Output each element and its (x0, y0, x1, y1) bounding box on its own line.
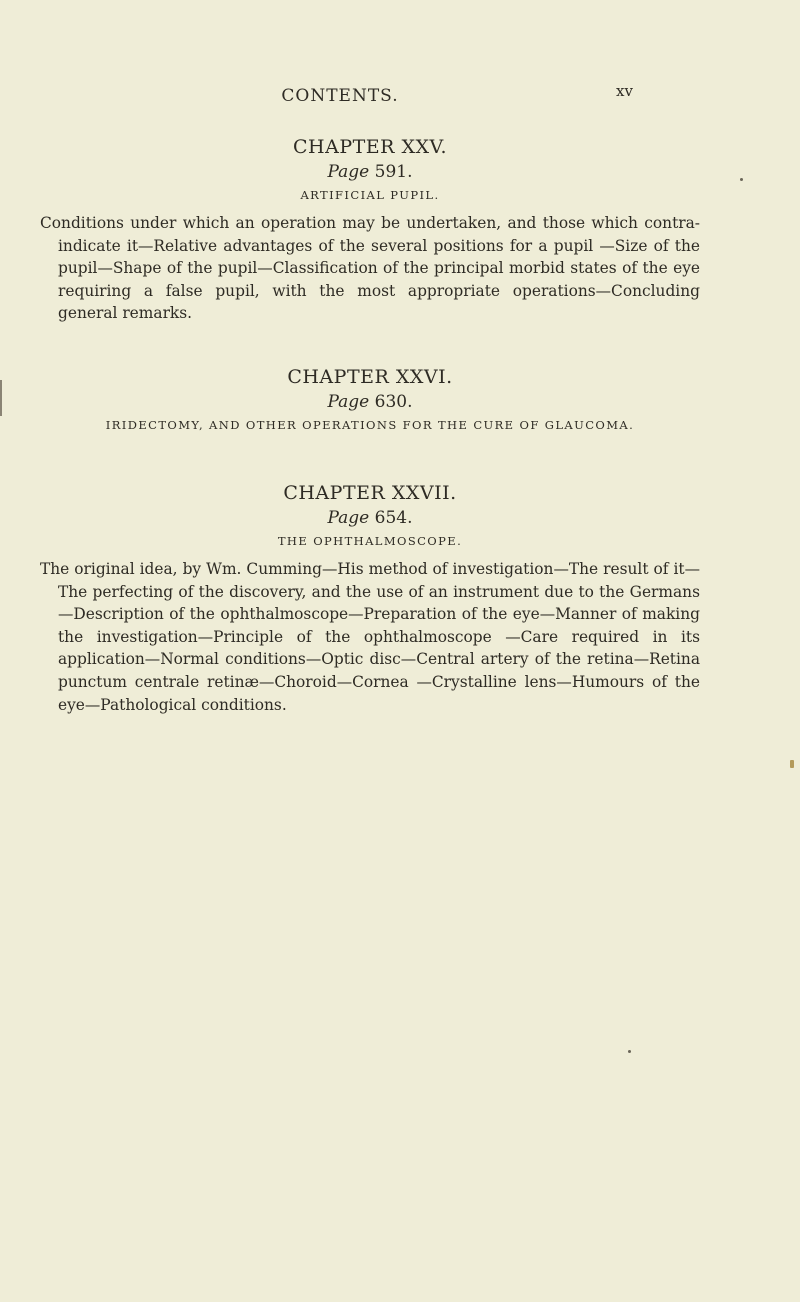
chapter-heading: CHAPTER XXVII. (283, 482, 457, 504)
page-edge-mark (0, 380, 2, 416)
page-number: 591. (374, 162, 413, 182)
running-head (0, 82, 800, 110)
chapter-subject: IRIDECTOMY, AND OTHER OPERATIONS FOR THE CURE OF GLAUCOMA. (105, 418, 635, 432)
page-number: 630. (374, 392, 413, 412)
chapter-page-ref (40, 390, 700, 414)
paper-speck (740, 178, 743, 181)
page-number: 654. (374, 508, 413, 528)
page-label: Page (327, 162, 370, 182)
page-label: Page (327, 392, 370, 412)
chapter-subject: THE OPHTHALMOSCOPE. (277, 534, 463, 548)
paper-speck (628, 1050, 631, 1053)
chapter-page-ref (40, 160, 700, 184)
page-label: Page (327, 508, 370, 528)
paper-speck (790, 760, 794, 768)
chapter-summary: The original idea, by Wm. Cumming—His method of investigation—The result of it—The perfecting of the discovery, and the use of an instrument due to the Germans—Description of the ophthalmoscope—Preparation of the eye—Manner of making the investigation—Principle of the ophthalmoscope —Care required in its application—Normal conditions—Optic disc—Central artery of the retina—Retina punctum centrale retinæ—Choroid—Cornea —Crystalline lens—Humours of the eye—Pathological conditions. (40, 560, 700, 714)
running-head-title: CONTENTS. (281, 86, 399, 106)
chapter-heading: CHAPTER XXVI. (287, 366, 453, 388)
chapter-summary: Conditions under which an operation may be undertaken, and those which contra-indicate it—Relative advantages of the several positions for a pupil —Size of the pupil—Shape of the pupil—Classification of the principal morbid states of the eye requiring a false pupil, with the most appropriate operations—Concluding general remarks. (40, 214, 700, 323)
running-head-page-numeral: xv (616, 82, 633, 100)
chapter-27-entry (40, 480, 700, 716)
chapter-heading: CHAPTER XXV. (293, 136, 447, 158)
chapter-subject: ARTIFICIAL PUPIL. (300, 188, 440, 202)
chapter-26-entry (40, 364, 700, 436)
chapter-page-ref (40, 506, 700, 530)
chapter-25-entry (40, 134, 700, 325)
